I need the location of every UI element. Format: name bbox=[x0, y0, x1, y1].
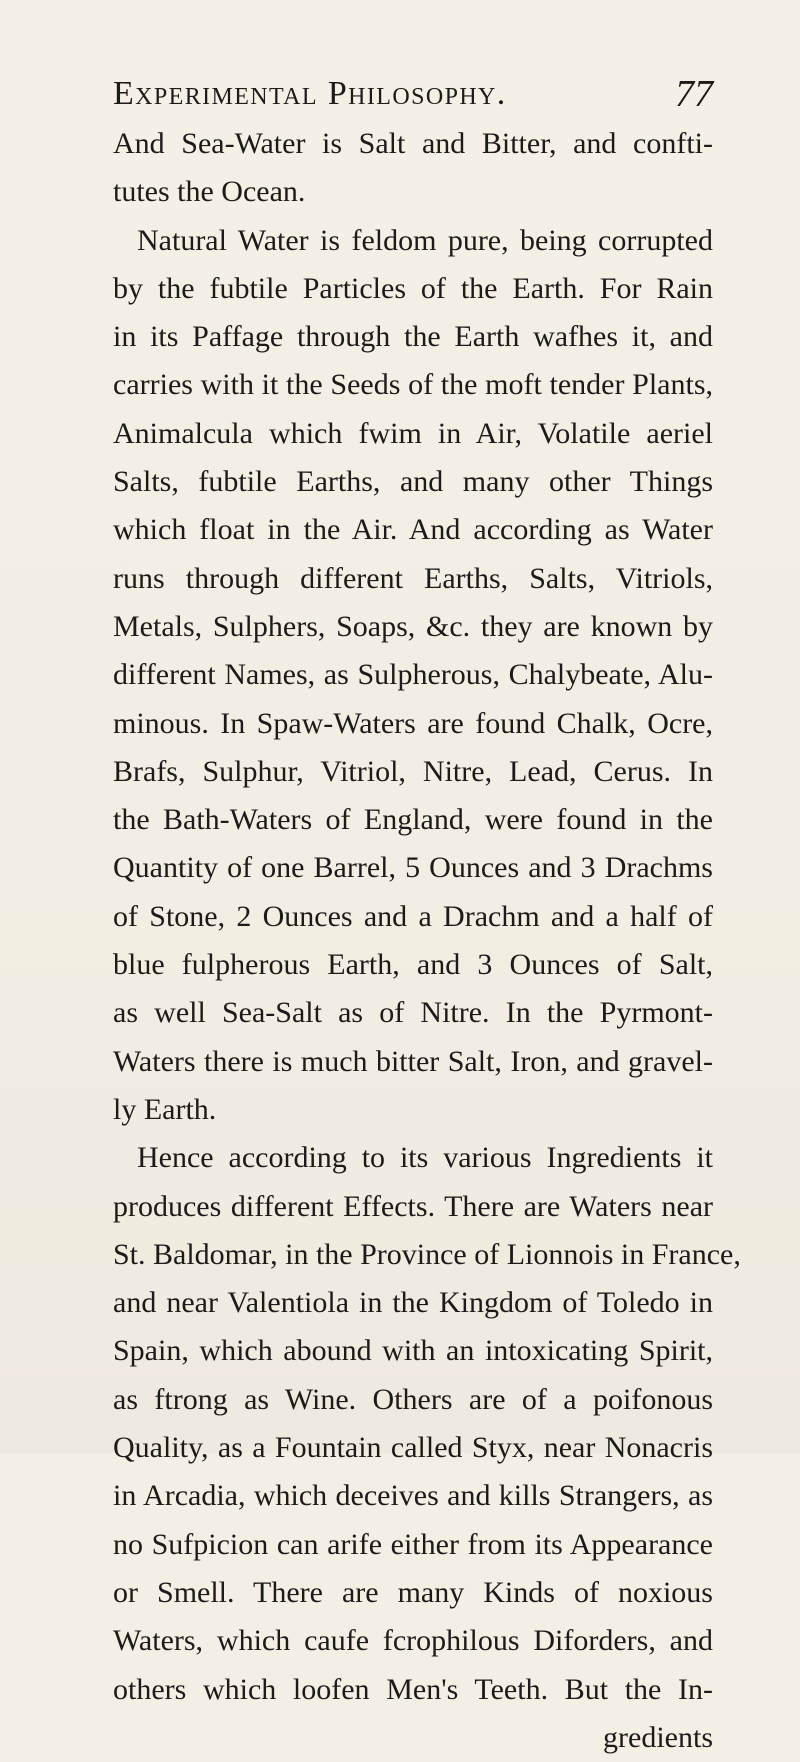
text-line: carries with it the Seeds of the moft tender Plants, bbox=[113, 368, 713, 402]
text-line: And Sea-Water is Salt and Bitter, and confti- bbox=[113, 127, 713, 160]
text-line: Quantity of one Barrel, 5 Ounces and 3 Drachms bbox=[113, 851, 713, 885]
text-line: blue fulpherous Earth, and 3 Ounces of Salt, bbox=[113, 948, 713, 982]
text-line: as well Sea-Salt as of Nitre. In the Pyrmont- bbox=[113, 996, 713, 1030]
text-line: Animalcula which fwim in Air, Volatile aeriel bbox=[113, 416, 713, 450]
text-line: produces different Effects. There are Waters near bbox=[113, 1189, 713, 1223]
text-line: of Stone, 2 Ounces and a Drachm and a half of bbox=[113, 899, 713, 933]
body-text bbox=[113, 120, 741, 1762]
text-line: minous. In Spaw-Waters are found Chalk, Ocre, bbox=[113, 706, 713, 740]
text-line: no Sufpicion can arife either from its Appearance bbox=[113, 1527, 713, 1561]
text-line: Brafs, Sulphur, Vitriol, Nitre, Lead, Cerus. In bbox=[113, 754, 713, 788]
text-line: and near Valentiola in the Kingdom of Toledo in bbox=[113, 1286, 713, 1320]
text-line: others which loofen Men's Teeth. But the In- bbox=[113, 1672, 713, 1706]
running-head bbox=[113, 72, 713, 116]
text-line: Natural Water is feldom pure, being corrupted bbox=[137, 223, 713, 257]
text-line: or Smell. There are many Kinds of noxious bbox=[113, 1575, 713, 1609]
text-line: tutes the Ocean. bbox=[113, 175, 306, 209]
text-line: in its Paffage through the Earth wafhes it, and bbox=[113, 320, 713, 354]
text-line: Hence according to its various Ingredients it bbox=[137, 1141, 713, 1175]
text-line: runs through different Earths, Salts, Vitriols, bbox=[113, 561, 713, 595]
text-line: ly Earth. bbox=[113, 1092, 217, 1126]
text-line: Waters there is much bitter Salt, Iron, and gravel- bbox=[113, 1044, 713, 1078]
text-line: Waters, which caufe fcrophilous Diforders, and bbox=[113, 1624, 713, 1658]
text-line: which float in the Air. And according as Water bbox=[113, 513, 713, 547]
page-number: 77 bbox=[675, 73, 713, 115]
text-line: by the fubtile Particles of the Earth. For Rain bbox=[113, 271, 713, 305]
text-line: Quality, as a Fountain called Styx, near Nonacris bbox=[113, 1431, 713, 1465]
text-line: as ftrong as Wine. Others are of a poifonous bbox=[113, 1382, 713, 1416]
text-line: Metals, Sulphers, Soaps, &c. they are known by bbox=[113, 609, 713, 643]
text-line: St. Baldomar, in the Province of Lionnois in France, bbox=[113, 1237, 741, 1271]
running-title: Experimental Philosophy. bbox=[113, 75, 507, 112]
text-line: different Names, as Sulpherous, Chalybeate, Alu- bbox=[113, 658, 713, 692]
text-line: in Arcadia, which deceives and kills Strangers, as bbox=[113, 1479, 713, 1513]
text-line: Salts, fubtile Earths, and many other Things bbox=[113, 465, 713, 499]
text-line: Spain, which abound with an intoxicating Spirit, bbox=[113, 1334, 713, 1368]
catchword: gredients bbox=[603, 1720, 713, 1754]
text-line: the Bath-Waters of England, were found in the bbox=[113, 803, 713, 837]
